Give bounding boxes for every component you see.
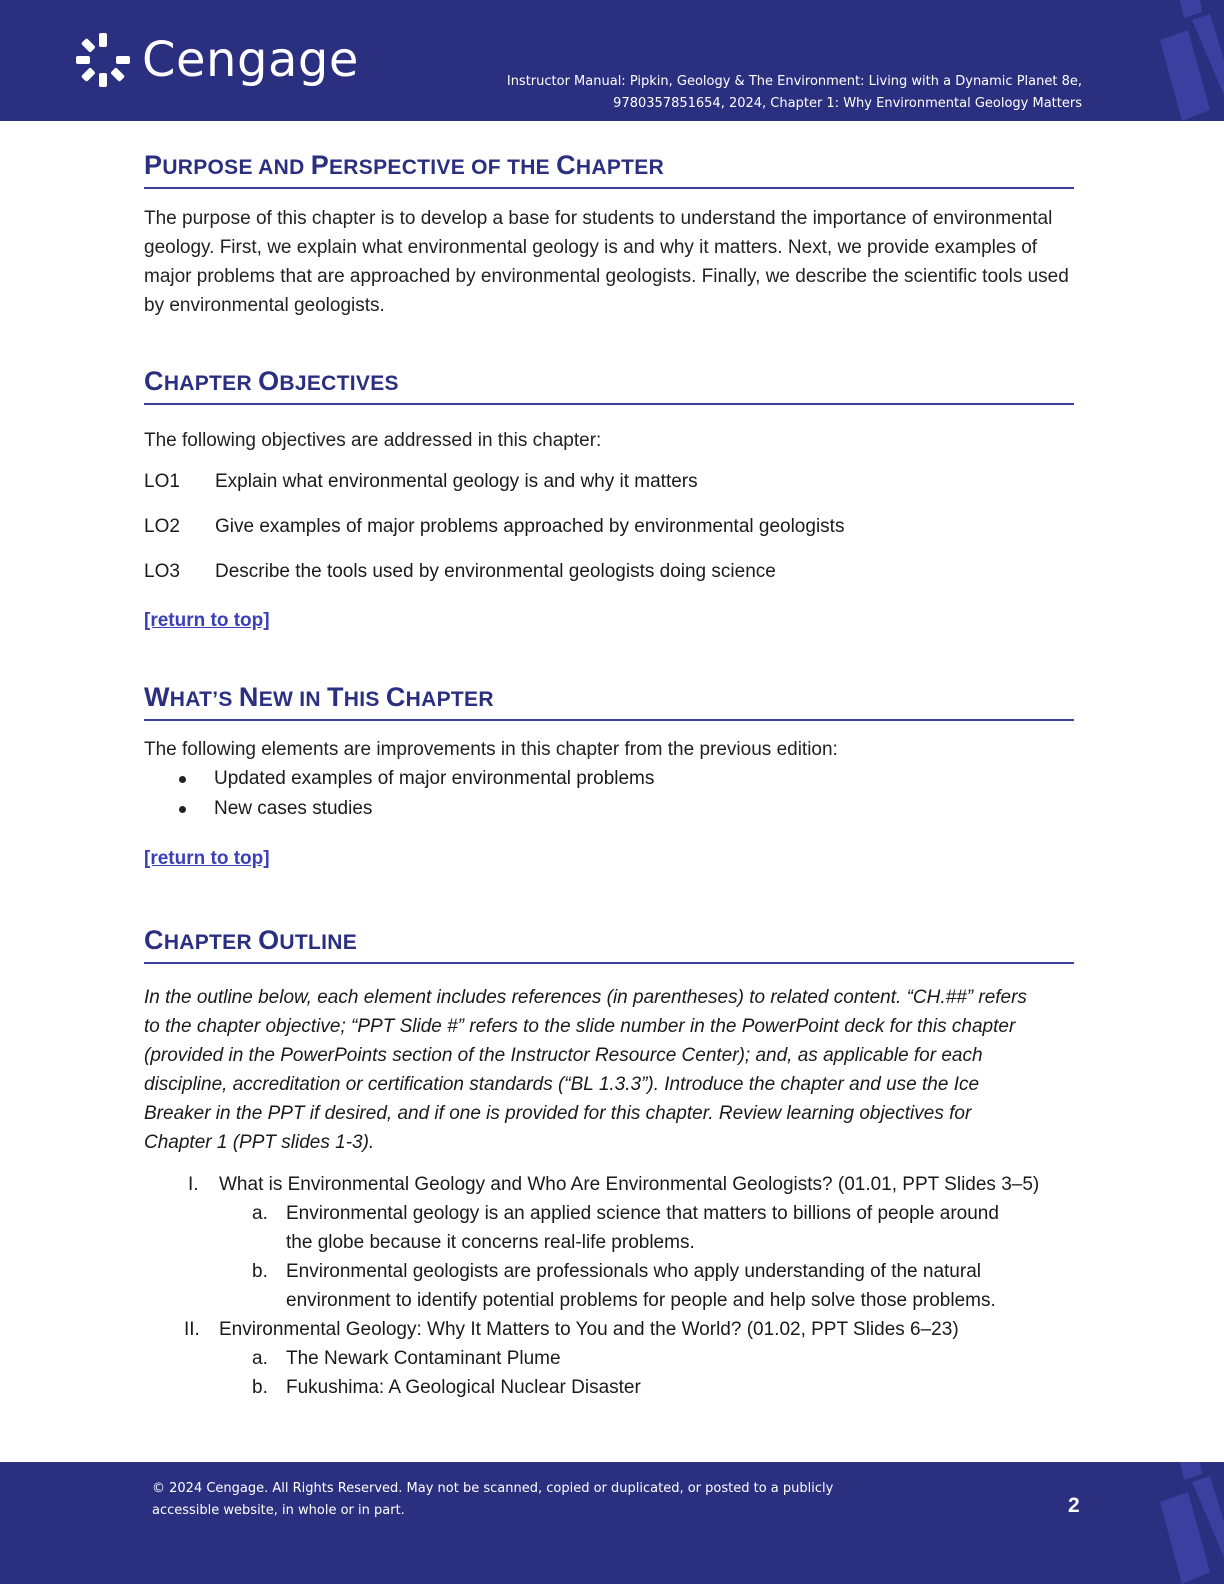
whats-new-section [144,682,1074,870]
header-decoration-icon [1140,0,1224,121]
outline-sub-text: the globe because it concerns real-life problems. [286,1232,695,1253]
outline-sub-text: Environmental geologists are professionals who apply understanding of the natural [286,1261,981,1282]
objective-code: LO1 [144,471,180,492]
objective-code: LO2 [144,516,180,537]
logo-wordmark: Cengage [142,32,359,88]
objective-text: Describe the tools used by environmental geologists doing science [215,561,776,582]
list-item: New cases studies [144,794,1074,824]
outline-sub-text: environment to identify potential problems for people and help solve those problems. [286,1290,996,1311]
outline-sub-text: Environmental geology is an applied science that matters to billions of people around [286,1203,999,1224]
purpose-body: The purpose of this chapter is to develop a base for students to understand the importance of environmental geology. First, we explain what environmental geology is and why it matters. Next, we provide examples of major problems that are approached by environmental geologists. Finally, we describe the scientific tools used by environmental geologists. [144,208,1069,316]
outline-sub-text: Fukushima: A Geological Nuclear Disaster [286,1377,641,1398]
objective-text: Explain what environmental geology is and why it matters [215,471,698,492]
objectives-heading: CHAPTER OBJECTIVES [144,366,1074,405]
bullet-icon [179,776,186,783]
objective-code: LO3 [144,561,180,582]
outline-item-text: Environmental Geology: Why It Matters to You and the World? (01.02, PPT Slides 6–23) [219,1319,959,1340]
whats-new-intro: The following elements are improvements in this chapter from the previous edition: [144,739,838,760]
return-to-top-link[interactable]: [return to top] [144,848,270,869]
outline-sub-letter: a. [252,1348,268,1369]
page-header [0,0,1224,121]
cengage-logo [72,30,359,90]
outline-item-number: I. [188,1174,199,1195]
page-number: 2 [1068,1494,1080,1517]
copyright-notice: © 2024 Cengage. All Rights Reserved. May not be scanned, copied or duplicated, or posted to a publicly accessible website, in whole or in part. [152,1481,834,1518]
outline-item-number: II. [184,1319,200,1340]
header-line-1: Instructor Manual: Pipkin, Geology & The Environment: Living with a Dynamic Planet 8e, [506,74,1082,89]
bullet-icon [179,806,186,813]
outline-section [144,925,1074,1405]
purpose-section [144,150,1074,320]
outline-item-text: What is Environmental Geology and Who Are Environmental Geologists? (01.01, PPT Slides 3–5) [219,1174,1040,1195]
outline-sub-letter: b. [252,1377,268,1398]
outline-intro: In the outline below, each element includes references (in parentheses) to related content. “CH.##” refers to the chapter objective; “PPT Slide #” refers to the slide number in the PowerPoint deck for this chapter (provided in the PowerPoints section of the Instructor Resource Center); and, as applicable for each discipline, accreditation or certification standards (“BL 1.3.3”). Introduce the chapter and use the Ice Breaker in the PPT if desired, and if one is provided for this chapter. Review learning objectives for Chapter 1 (PPT slides 1-3). [144,987,1027,1153]
objectives-intro: The following objectives are addressed in this chapter: [144,430,602,451]
list-item: Updated examples of major environmental problems [144,764,1074,794]
objectives-section [144,366,1074,646]
outline-sub-letter: a. [252,1203,268,1224]
cengage-logo-icon [72,29,134,91]
outline-heading: CHAPTER OUTLINE [144,925,1074,964]
header-line-2: 9780357851654, 2024, Chapter 1: Why Environmental Geology Matters [613,96,1082,111]
objective-text: Give examples of major problems approached by environmental geologists [215,516,845,537]
header-title [507,71,1082,115]
return-to-top-link[interactable]: [return to top] [144,610,270,631]
footer-decoration-icon [1140,1462,1224,1584]
whats-new-heading: WHAT’S NEW IN THIS CHAPTER [144,682,1074,721]
purpose-heading: PURPOSE AND PERSPECTIVE OF THE CHAPTER [144,150,1074,189]
outline-sub-letter: b. [252,1261,268,1282]
whats-new-list [144,764,1074,824]
outline-sub-text: The Newark Contaminant Plume [286,1348,561,1369]
